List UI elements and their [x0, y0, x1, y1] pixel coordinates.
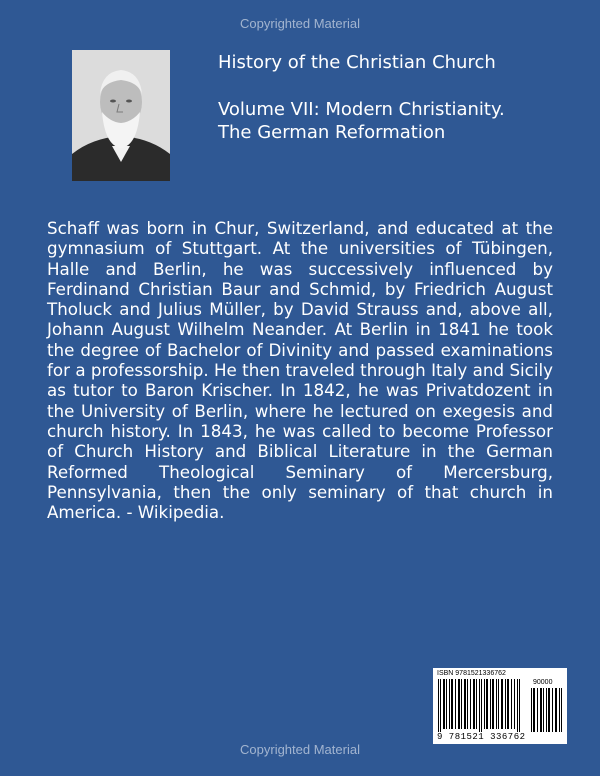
- book-title: History of the Christian Church: [218, 52, 496, 73]
- barcode-digits: 9 781521 336762: [437, 732, 526, 742]
- watermark-top: Copyrighted Material: [240, 16, 360, 31]
- author-portrait: [72, 50, 170, 181]
- portrait-image: [72, 50, 170, 181]
- author-biography: Schaff was born in Chur, Switzerland, and educated at the gymnasium of Stuttgart. At the universities of Tübingen, Halle and Berlin, he was successively influenced by Ferdinand Christian Baur and Schmid, by Friedrich August Tholuck and Julius Müller, by David Strauss and, above all, Johann August Wilhelm Neander. At Berlin in 1841 he took the degree of Bachelor of Divinity and passed examinations for a professorship. He then traveled through Italy and Sicily as tutor to Baron Krischer. In 1842, he was Privatdozent in the University of Berlin, where he lectured on exegesis and church history. In 1843, he was called to become Professor of Church History and Biblical Literature in the German Reformed Theological Seminary of Mercersburg, Pennsylvania, then the only seminary of that church in America. - Wikipedia.: [47, 218, 553, 523]
- subtitle-line-2: The German Reformation: [218, 122, 446, 143]
- isbn-barcode: [433, 668, 567, 744]
- barcode-addon-number: 90000: [533, 679, 553, 686]
- isbn-label: ISBN 9781521336762: [437, 670, 506, 677]
- book-subtitle: [218, 98, 578, 144]
- watermark-bottom: Copyrighted Material: [240, 742, 360, 757]
- subtitle-line-1: Volume VII: Modern Christianity.: [218, 99, 505, 120]
